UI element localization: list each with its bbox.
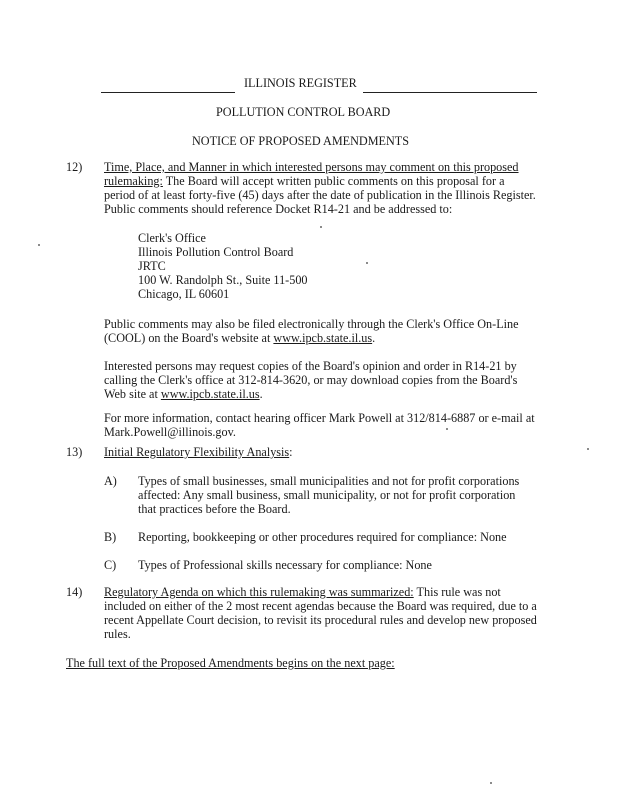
item-13-a-line-2: affected: Any small business, small municipality, or not for profit corporation [138, 488, 516, 502]
notice-title: NOTICE OF PROPOSED AMENDMENTS [192, 134, 410, 148]
item-14-line-3: recent Appellate Court decision, to revisit its procedural rules and develop new proposed [104, 613, 537, 627]
item-12-body-2: The Board will accept written public comments on this proposal for a [162, 174, 505, 188]
address-line: 100 W. Randolph St., Suite 11-500 [138, 273, 308, 287]
copies-line-3 [104, 387, 263, 402]
scan-speck [320, 226, 322, 228]
cool-line-2 [104, 331, 375, 346]
item-12-line4: Public comments should reference Docket R14-21 and be addressed to: [104, 202, 453, 216]
item-12-line2 [104, 174, 505, 189]
scan-speck [490, 782, 492, 784]
item-12-number: 12) [66, 160, 83, 174]
address-line: Illinois Pollution Control Board [138, 245, 294, 259]
item-13-colon: : [289, 445, 293, 459]
item-12-title: Time, Place, and Manner in which interested persons may comment on this proposed [104, 160, 519, 174]
header-rule-right [363, 92, 537, 93]
info-line-1: For more information, contact hearing officer Mark Powell at 312/814-6887 or e-mail at [104, 411, 535, 425]
item-13-a-label: A) [104, 474, 117, 488]
item-13-c-text: Types of Professional skills necessary for compliance: None [138, 558, 432, 572]
info-line-2: Mark.Powell@illinois.gov. [104, 425, 236, 439]
item-13-c-label: C) [104, 558, 117, 572]
item-14-line-2: included on either of the 2 most recent agendas because the Board was required, due to a [104, 599, 537, 613]
register-title: ILLINOIS REGISTER [244, 76, 357, 90]
item-14-number: 14) [66, 585, 83, 599]
item-13-a-line-3: that practices before the Board. [138, 502, 291, 516]
cool-text: (COOL) on the Board's website at [104, 331, 274, 345]
cool-line-1: Public comments may also be filed electronically through the Clerk's Office On-Line [104, 317, 519, 331]
item-12-line3: period of at least forty-five (45) days after the date of publication in the Illinois Register. [104, 188, 536, 202]
copies-line-2: calling the Clerk's office at 312-814-3620, or may download copies from the Board's [104, 373, 518, 387]
header-rule-left [101, 92, 235, 93]
full-text-note: The full text of the Proposed Amendments begins on the next page: [66, 656, 395, 670]
item-13-b-text: Reporting, bookkeeping or other procedures required for compliance: None [138, 530, 507, 544]
copies-line-1: Interested persons may request copies of the Board's opinion and order in R14-21 by [104, 359, 517, 373]
item-13-b-label: B) [104, 530, 117, 544]
scan-speck [587, 448, 589, 450]
copies-text: Web site at [104, 387, 161, 401]
cool-period: . [372, 331, 376, 345]
copies-website-link[interactable]: www.ipcb.state.il.us [160, 387, 260, 401]
item-13-title: Initial Regulatory Flexibility Analysis [104, 445, 290, 459]
item-14-line-4: rules. [104, 627, 131, 641]
copies-period: . [259, 387, 263, 401]
item-12-title-end: rulemaking: [104, 174, 163, 188]
address-line: Clerk's Office [138, 231, 206, 245]
item-14-body-1: This rule was not [413, 585, 501, 599]
board-title: POLLUTION CONTROL BOARD [216, 105, 391, 119]
cool-website-link[interactable]: www.ipcb.state.il.us [273, 331, 373, 345]
item-14-title: Regulatory Agenda on which this rulemaking was summarized: [104, 585, 414, 599]
item-13-number: 13) [66, 445, 83, 459]
item-14-line-1 [104, 585, 501, 600]
address-line: Chicago, IL 60601 [138, 287, 230, 301]
scan-speck [38, 244, 40, 246]
scan-speck [446, 428, 448, 430]
address-line: JRTC [138, 259, 166, 273]
scan-speck [366, 262, 368, 264]
item-13-heading [104, 445, 293, 460]
item-13-a-line-1: Types of small businesses, small municipalities and not for profit corporations [138, 474, 520, 488]
